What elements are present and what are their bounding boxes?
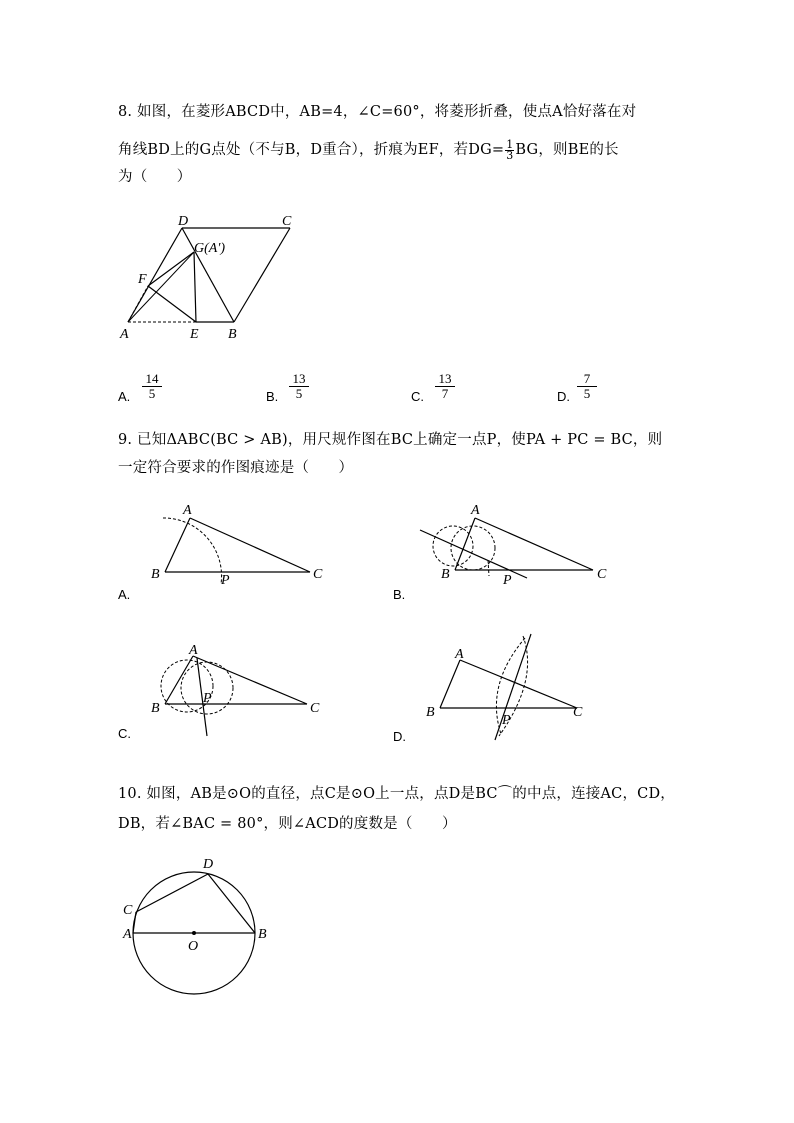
q9-figure-c (145, 640, 340, 740)
q8-fraction (505, 137, 514, 162)
q8-option-d-letter: D. (557, 389, 570, 404)
q9a-label-b: B (151, 567, 160, 582)
q9d-side-ab (440, 660, 460, 708)
q8-frac-den: 3 (506, 148, 514, 162)
q8-option-a-num: 14 (142, 372, 162, 387)
q9-line2: 一定符合要求的作图痕迹是（ ） (118, 460, 354, 476)
q8-label-a: A (120, 327, 129, 342)
q8-line2-a: 角线BD上的G点处（不与B，D重合），折痕为EF，若DG= (118, 142, 505, 158)
q8-option-c-letter: C. (411, 389, 424, 404)
q10-label-o: O (188, 939, 199, 954)
q8-line1: 8. 如图，在菱形ABCD中，AB=4，∠C=60°，将菱形折叠，使点A恰好落在对 (118, 104, 637, 120)
q10-chord-cd (136, 874, 208, 912)
q8-option-c-fraction (435, 372, 455, 401)
q10-line1: 10. 如图，AB是⊙O的直径，点C是⊙O上一点，点D是BC⌒的中点，连接AC，CD， (118, 786, 675, 802)
q9a-label-c: C (313, 567, 323, 582)
q9c-label-p: P (203, 691, 212, 706)
q9-figure-d (415, 630, 615, 745)
q8-option-c-den: 7 (441, 386, 449, 401)
q8-segment-ag (128, 252, 194, 322)
q9b-bisector (420, 530, 527, 578)
q9c-side-ab (165, 656, 193, 704)
q9d-label-a: A (455, 647, 464, 662)
q8-label-g: G(A′) (194, 241, 226, 256)
q10-label-c: C (123, 903, 133, 918)
q9-option-d: D. (393, 729, 406, 744)
q9-option-c: C. (118, 726, 131, 741)
q8-side-cb (234, 228, 290, 322)
q8-option-a-den: 5 (148, 386, 156, 401)
q9d-label-c: C (573, 705, 583, 720)
q9d-label-b: B (426, 705, 435, 720)
q9-line1: 9. 已知ΔABC(BC > AB)，用尺规作图在BC上确定一点P，使PA + PC = BC，则 (118, 432, 663, 448)
q9-option-b: B. (393, 587, 406, 602)
q10-label-b: B (258, 927, 267, 942)
q8-option-a-fraction (142, 372, 162, 401)
q10-center-dot (192, 931, 196, 935)
q9c-arc-2 (181, 662, 233, 714)
q8-option-d-den: 5 (583, 386, 591, 401)
q9b-arc-1 (433, 526, 473, 566)
q8-label-d: D (178, 214, 189, 229)
q8-line2 (118, 138, 619, 161)
q9b-arc-3 (488, 560, 489, 576)
q9-option-a: A. (118, 587, 131, 602)
q8-label-f: F (138, 272, 147, 287)
q9c-label-a: A (189, 643, 198, 658)
q9b-label-c: C (597, 567, 607, 582)
q8-label-e: E (190, 327, 199, 342)
q9c-label-b: B (151, 701, 160, 716)
q10-label-a: A (123, 927, 132, 942)
q9-figure-b (415, 500, 615, 592)
q9c-label-c: C (310, 701, 320, 716)
q8-option-b-letter: B. (266, 389, 279, 404)
q8-fold-ef (148, 286, 196, 322)
q9a-side-ac (190, 518, 310, 572)
q8-option-c-num: 13 (435, 372, 455, 387)
q8-option-b-den: 5 (295, 386, 303, 401)
q8-segment-ge (194, 252, 196, 322)
q8-line2-b: BG，则BE的长 (515, 142, 619, 158)
q9d-side-ac (460, 660, 577, 708)
q9a-side-ab (165, 518, 190, 572)
q10-figure (110, 850, 290, 1000)
q9-figure-a (145, 500, 340, 590)
q8-option-b-num: 13 (289, 372, 309, 387)
q9d-arc-1 (496, 638, 525, 734)
q9d-label-p: P (502, 713, 511, 728)
q9a-label-p: P (221, 573, 230, 588)
q8-label-c: C (282, 214, 292, 229)
q9b-label-p: P (503, 573, 512, 588)
q10-label-d: D (203, 857, 214, 872)
q8-option-b-fraction (289, 372, 309, 401)
q8-option-a-letter: A. (118, 389, 131, 404)
q8-line3: 为（ ） (118, 169, 192, 185)
q8-figure (110, 210, 310, 345)
q9b-label-b: B (441, 567, 450, 582)
q9b-label-a: A (471, 503, 480, 518)
q10-line2: DB，若∠BAC = 80°，则∠ACD的度数是（ ） (118, 816, 457, 832)
q8-label-b: B (228, 327, 237, 342)
q8-option-d-num: 7 (577, 372, 597, 387)
q8-segment-fg (148, 252, 194, 286)
q9a-label-a: A (183, 503, 192, 518)
q8-frac-num: 1 (506, 137, 514, 151)
q8-option-d-fraction (577, 372, 597, 401)
